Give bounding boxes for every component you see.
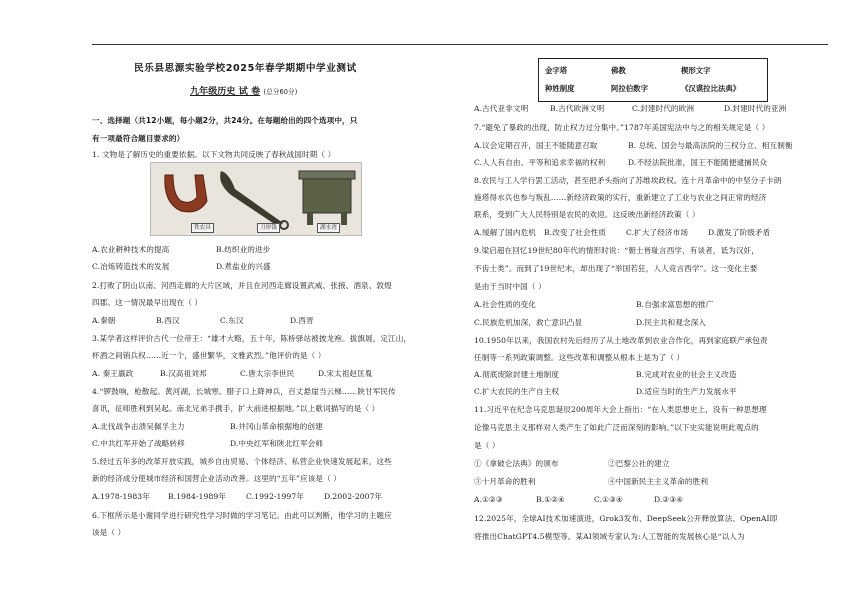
question-11: 11.习近平在纪念马克思诞辰200周年大会上指出：“在人类思想史上，没有一种思想理 [474, 405, 767, 414]
q2-option-a: A.秦朝 [92, 316, 116, 325]
question-11-cont-1: 论像马克思主义那样对人类产生了如此广泛而深刻的影响。”以下史实能说明此观点的 [474, 423, 759, 432]
q11-item-2: ②巴黎公社的建立 [608, 459, 670, 468]
question-8-cont-1: 施塔得水兵也参与叛乱……新经济政策的实行，重新建立了工业与农业之间正常的经济 [474, 193, 767, 202]
section-heading: 一、选择题（共12小题，每小题2分，共24分。在每题给出的四个选项中，只 [92, 116, 358, 125]
question-3-cont: 杯酒之间销兵权……近一个，盛世繁华，文雅武烈。”他评价的是（ ） [92, 351, 326, 360]
q8-option-c: C.扩大了经济市场 [626, 228, 689, 237]
artifact-images [150, 162, 362, 236]
question-5: 5.经过五年多的改革开放实践，城乡自由贸易、个体经济、私营企业快速发展起来，这些 [92, 457, 392, 466]
q1-option-b: B.纺织业的进步 [216, 245, 271, 254]
q7-option-a: A.议会定期召开，国王不能随意召取 [474, 141, 598, 150]
q5-option-d: D.2002-2007年 [324, 492, 383, 501]
question-9-cont-1: 不齿士类”。而到了19世纪末，却出现了“举国若狂，人人竞言西学”。这一变化主要 [474, 264, 758, 273]
keyword-caste: 种姓制度 [545, 84, 575, 93]
question-6-cont: 该是（ ） [92, 528, 126, 537]
question-9: 9.梁启超在回忆19世纪80年代的情形时说：“朝士皆耻言西学，有谈者，诋为汉奸， [474, 246, 760, 255]
q6-option-c: C.封建时代的欧洲 [632, 104, 695, 113]
question-4: 4.“锣鼓响，枪散起。黄河湖，长城寒。腊子口上降神兵，百丈悬崖当云梯……陕甘军民传 [92, 387, 396, 396]
question-8: 8.农民与工人学行罢工活动，甚至把矛头指向了苏维埃政权。连十月革命中的中坚分子卡朗 [474, 176, 782, 185]
q2-option-c: C.东汉 [220, 316, 244, 325]
q3-option-c: C.唐太宗李世民 [240, 369, 295, 378]
keyword-pyramid: 金字塔 [545, 66, 568, 75]
question-5-cont: 新的经济成分使城市经济和国营企业活动改善。这里的“五年”应该是（ ） [92, 474, 341, 483]
q11-option-a: A.①②③ [474, 495, 503, 504]
artifact-label-1: 铁农具 [191, 223, 214, 233]
section-heading-cont: 有一项最符合题目要求的） [92, 134, 185, 143]
q11-option-d: D.②③④ [654, 495, 684, 504]
total-score: (总分60分) [263, 88, 298, 96]
q11-option-b: B.①②④ [536, 495, 565, 504]
q11-option-c: C.①③④ [594, 495, 623, 504]
question-1: 1. 文物是了解历史的重要依据。以下文物共同反映了春秋战国时期（ ） [92, 150, 336, 159]
q9-option-a: A.社会性质的变化 [474, 300, 536, 309]
q11-item-3: ③十月革命的胜利 [474, 477, 536, 486]
q2-option-b: B.西汉 [156, 316, 180, 325]
q3-option-a: A. 秦王嬴政 [92, 369, 134, 378]
keyword-cuneiform: 楔形文字 [681, 66, 711, 75]
keyword-arabic-numerals: 阿拉伯数字 [611, 84, 648, 93]
q7-option-c: C.人人有自由、平等和追求幸福的权利 [474, 158, 606, 167]
exam-title: 民乐县思源实验学校2025年春学期期中学业测试 [134, 63, 357, 74]
q3-option-d: D.宋太祖赵匡胤 [318, 369, 373, 378]
q11-item-4: ④中国新民主主义革命的胜利 [608, 477, 709, 486]
question-7: 7.“避免了暴政的出现，防止权力过分集中。”1787年美国宪法中与之的相关规定是（ ） [474, 123, 770, 132]
q7-option-b: B. 总统、国会与最高法院的三权分立、相互制衡 [628, 141, 793, 150]
question-8-cont-2: 联系，受到广大人民特别是农民的欢迎。这反映出新经济政策（ ） [474, 210, 700, 219]
q9-option-b: B.自强求富思想的推广 [636, 300, 714, 309]
question-10-cont: 任制等一系列政策调整。这些改革和调整从根本上是为了（ ） [474, 353, 685, 362]
q5-option-a: A.1978-1983年 [92, 492, 150, 501]
artifact-label-2: 刀形钱 [257, 223, 280, 233]
q2-option-d: D.西晋 [290, 316, 314, 325]
question-6: 6.下框所示是小谢同学进行研究性学习时做的学习笔记。由此可以判断，他学习的主题应 [92, 511, 392, 520]
q6-option-d: D.封建时代的亚洲 [724, 104, 787, 113]
question-2: 2.打败了阴山以南、河西走廊的大片区域，并且在河西走廊设置武威、张掖、酒泉、敦煌 [92, 281, 392, 290]
q7-option-d: D.不经法院批准，国王不能随便逮捕民众 [628, 158, 768, 167]
q1-option-d: D.煮盐业的兴盛 [216, 262, 271, 271]
q4-option-c: C.中共红军开始了战略转移 [92, 439, 185, 448]
q10-option-a: A.彻底废除封建土地制度 [474, 370, 560, 379]
q4-option-d: D.中央红军和陕北红军会师 [230, 439, 324, 448]
q5-option-b: B.1984-1989年 [168, 492, 227, 501]
keyword-buddhism: 佛教 [611, 66, 626, 75]
exam-subtitle [190, 87, 297, 97]
question-2-cont: 四郡。这一情况最早出现在（ ） [92, 298, 203, 307]
keyword-hammurabi: 《汉谟拉比法典》 [681, 84, 741, 93]
q3-option-b: B.汉高祖刘邦 [160, 369, 207, 378]
artifact-label-3: 湖水湾 [317, 223, 340, 233]
q6-option-b: B.古代欧洲文明 [550, 104, 605, 113]
q8-option-b: B.改变了社会性质 [544, 228, 607, 237]
q9-option-d: D.民主共和观念深入 [636, 318, 706, 327]
question-9-cont-2: 是由于当时中国（ ） [474, 282, 546, 291]
q8-option-a: A.缓解了国内危机 [474, 228, 536, 237]
question-12-cont: 将推出ChatGPT4.5模型等。某AI领域专家认为:人工智能的发展核心是“以人为 [474, 532, 745, 541]
question-4-cont: 喜讯，征师胜利到吴起。南北兄弟手携手，扩大前进根据地。”以上歌词描写的是（ ） [92, 404, 380, 413]
q9-option-c: C.民族危机加深，救亡意识凸显 [474, 318, 583, 327]
question-10: 10.1950年以来，我国农村先后经历了从土地改革到农业合作化，再到家庭联产承包责 [474, 336, 768, 345]
q1-option-a: A.农业耕种技术的提高 [92, 245, 170, 254]
q4-option-a: A.北伐战争击溃吴佩孚主力 [92, 422, 185, 431]
question-11-cont-2: 是（ ） [474, 441, 500, 450]
q5-option-c: C.1992-1997年 [246, 492, 304, 501]
subject-label: 九年级历史 试 卷 [190, 87, 261, 97]
q1-option-c: C.冶炼铸造技术的发展 [92, 262, 170, 271]
top-rule [92, 44, 828, 45]
q6-option-a: A.古代亚非文明 [474, 104, 529, 113]
q10-option-b: B.完成对农业的社会主义改造 [636, 370, 737, 379]
q10-option-c: C.扩大农民的生产自主权 [474, 387, 560, 396]
keyword-box [538, 58, 768, 102]
question-12: 12.2025年，全球AI技术加速演进，Grok3发布、DeepSeek公开释放算法、OpenAI即 [474, 514, 778, 523]
q4-option-b: B.井冈山革命根据地的创建 [230, 422, 323, 431]
question-3: 3.某学者这样评价古代一位帝王：“雄才大略，五十年，陈桥驿站被披龙袍。拔旗展，定江山， [92, 334, 412, 343]
q10-option-d: D.适应当时的生产力发展水平 [636, 387, 737, 396]
q8-option-d: D.激发了阶级矛盾 [708, 228, 771, 237]
q11-item-1: ①《拿破仑法典》的颁布 [474, 459, 559, 468]
